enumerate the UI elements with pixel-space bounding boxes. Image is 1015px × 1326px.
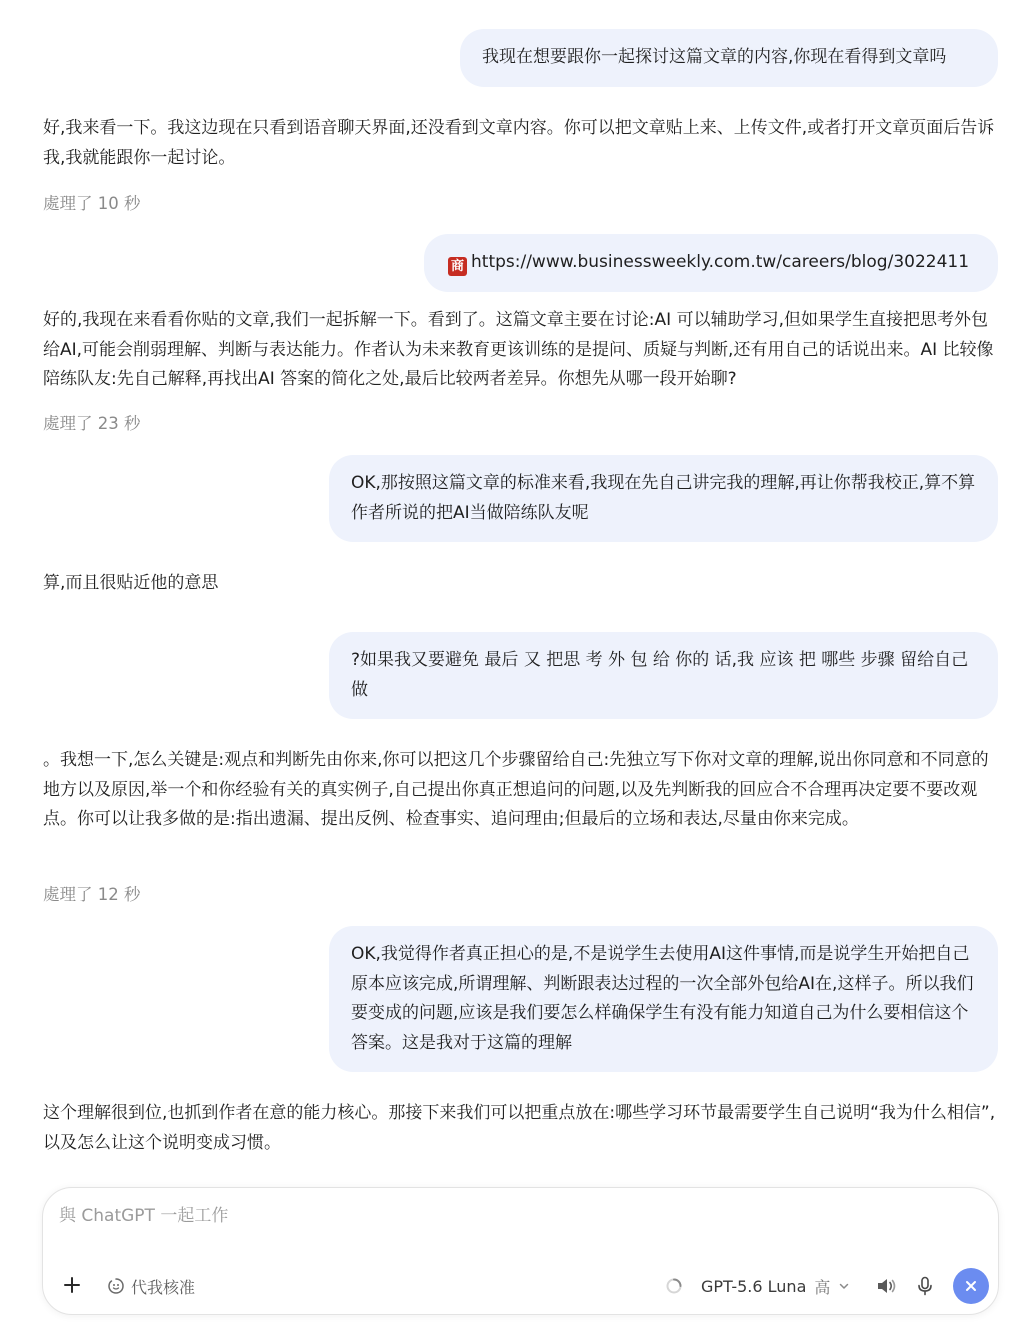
plus-icon <box>62 1275 82 1295</box>
user-message <box>329 455 998 542</box>
assistant-message-text: 。我想一下,怎么关键是:观点和判断先由你来,你可以把这几个步骤留给自己:先独立写下你对文章的理解,说出你同意和不同意的地方以及原因,举一个和你经验有关的真实例子,自己提出你真正想追问的问题,以及先判断我的回应合不合理再决定要不要改观点。你可以让我多做的是:指出遗漏、提出反例、检查事实、追问理由;但最后的立场和表达,尽量由你来完成。 <box>43 750 989 829</box>
model-selector[interactable] <box>665 1272 850 1300</box>
user-message <box>329 632 998 719</box>
user-message <box>460 29 998 87</box>
assistant-message <box>43 569 1001 599</box>
thinking-duration[interactable] <box>43 192 141 216</box>
assistant-message <box>43 1099 1001 1158</box>
assistant-message-text: 算,而且很贴近他的意思 <box>43 573 219 593</box>
user-message-text: 我现在想要跟你一起探讨这篇文章的内容,你现在看得到文章吗 <box>482 47 947 67</box>
assistant-message <box>43 306 1001 395</box>
composer <box>42 1187 999 1315</box>
microphone-button[interactable] <box>911 1272 939 1300</box>
stop-voice-button[interactable] <box>953 1268 989 1304</box>
close-icon <box>964 1279 978 1293</box>
user-message-link <box>424 234 998 292</box>
thinking-duration-text: 處理了 23 秒 <box>43 414 141 433</box>
assistant-message <box>43 114 1001 173</box>
voice-output-button[interactable] <box>873 1272 901 1300</box>
effort-level: 高 <box>814 1277 831 1297</box>
user-message-text: OK,我觉得作者真正担心的是,不是说学生去使用AI这件事情,而是说学生开始把自己原本应该完成,所谓理解、判断跟表达过程的一次全部外包给AI在,这样子。所以我们要变成的问题,应该是我们要怎么样确保学生有没有能力知道自己为什么要相信这个答案。这是我对于这篇的理解 <box>351 944 974 1053</box>
thinking-duration[interactable] <box>43 883 141 907</box>
assistant-message-text: 好,我来看一下。我这边现在只看到语音聊天界面,还没看到文章内容。你可以把文章贴上来、上传文件,或者打开文章页面后告诉我,我就能跟你一起讨论。 <box>43 118 995 168</box>
user-message <box>329 926 998 1072</box>
message-input[interactable] <box>59 1206 959 1226</box>
model-name: GPT-5.6 Luna <box>701 1276 807 1296</box>
assistant-message <box>43 746 1001 835</box>
thinking-duration[interactable] <box>43 412 141 436</box>
shared-link[interactable]: https://www.businessweekly.com.tw/careers/blog/3022411 <box>471 252 970 272</box>
speaker-icon <box>876 1276 898 1296</box>
microphone-icon <box>916 1276 934 1296</box>
thinking-duration-text: 處理了 12 秒 <box>43 885 141 904</box>
loading-spinner-icon <box>665 1277 683 1295</box>
thinking-duration-text: 處理了 10 秒 <box>43 194 141 213</box>
user-message-text: ?如果我又要避免 最后 又 把思 考 外 包 给 你的 话,我 应该 把 哪些 步骤 留给自己 做 <box>351 650 969 700</box>
chevron-down-icon <box>838 1280 850 1292</box>
agent-approve-label: 代我核准 <box>131 1277 196 1297</box>
assistant-message-text: 这个理解很到位,也抓到作者在意的能力核心。那接下来我们可以把重点放在:哪些学习环节最需要学生自己说明“我为什么相信”,以及怎么让这个说明变成习惯。 <box>43 1103 996 1153</box>
user-message-text: OK,那按照这篇文章的标准来看,我现在先自己讲完我的理解,再让你帮我校正,算不算作者所说的把AI当做陪练队友呢 <box>351 473 976 523</box>
assistant-message-text: 好的,我现在来看看你贴的文章,我们一起拆解一下。看到了。这篇文章主要在讨论:AI 可以辅助学习,但如果学生直接把思考外包给AI,可能会削弱理解、判断与表达能力。作者认为未来教育更该训练的是提问、质疑与判断,还有用自己的话说出来。AI 比较像陪练队友:先自己解释,再找出AI 答案的简化之处,最后比较两者差异。你想先从哪一段开始聊? <box>43 310 994 389</box>
site-favicon-icon: 商 <box>448 257 467 276</box>
agent-approve-icon <box>107 1277 125 1295</box>
agent-approve-button[interactable] <box>107 1272 195 1300</box>
add-attachment-button[interactable] <box>57 1270 87 1300</box>
